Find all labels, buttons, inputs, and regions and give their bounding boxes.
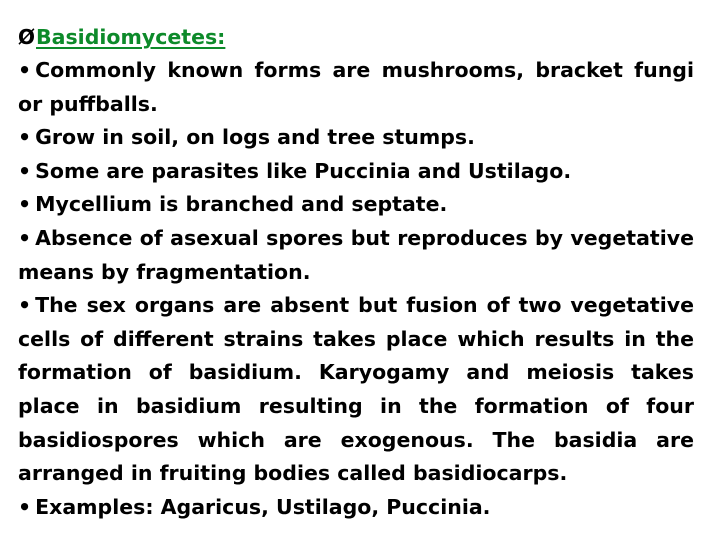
bullet-item bbox=[18, 155, 694, 189]
bullet-dot-icon: • bbox=[18, 225, 32, 250]
bullet-dot-icon: • bbox=[18, 494, 32, 519]
bullet-dot-icon: • bbox=[18, 192, 32, 217]
slide-content bbox=[18, 20, 694, 524]
bullet-dot-icon: • bbox=[18, 293, 32, 318]
bullet-text: Absence of asexual spores but reproduces by vegetative means by fragmentation. bbox=[18, 225, 694, 284]
bullet-item bbox=[18, 188, 694, 222]
bullet-text: The sex organs are absent but fusion of two vegetative cells of different strains takes place which results in the formation of basidium. Karyogamy and meiosis takes place in basidium resulting in the formation of four basidiospores which are exogenous. The basidia are arranged in fruiting bodies called basidiocarps. bbox=[18, 293, 694, 486]
heading-row bbox=[18, 20, 694, 54]
bullet-item bbox=[18, 222, 694, 289]
bullet-text: Examples: Agaricus, Ustilago, Puccinia. bbox=[35, 494, 491, 519]
slide-heading: Basidiomycetes: bbox=[36, 25, 226, 49]
arrow-bullet-icon: Ø bbox=[18, 25, 36, 49]
bullet-item bbox=[18, 54, 694, 121]
bullet-dot-icon: • bbox=[18, 158, 32, 183]
bullet-text: Mycellium is branched and septate. bbox=[35, 192, 448, 217]
bullet-dot-icon: • bbox=[18, 58, 32, 82]
bullet-item bbox=[18, 491, 694, 525]
bullet-item bbox=[18, 121, 694, 155]
bullet-text: Grow in soil, on logs and tree stumps. bbox=[35, 125, 475, 150]
bullet-list bbox=[18, 54, 694, 524]
bullet-item bbox=[18, 289, 694, 491]
bullet-text: Commonly known forms are mushrooms, bracket fungi or puffballs. bbox=[18, 58, 694, 116]
bullet-text: Some are parasites like Puccinia and Ustilago. bbox=[35, 158, 572, 183]
bullet-dot-icon: • bbox=[18, 125, 32, 150]
